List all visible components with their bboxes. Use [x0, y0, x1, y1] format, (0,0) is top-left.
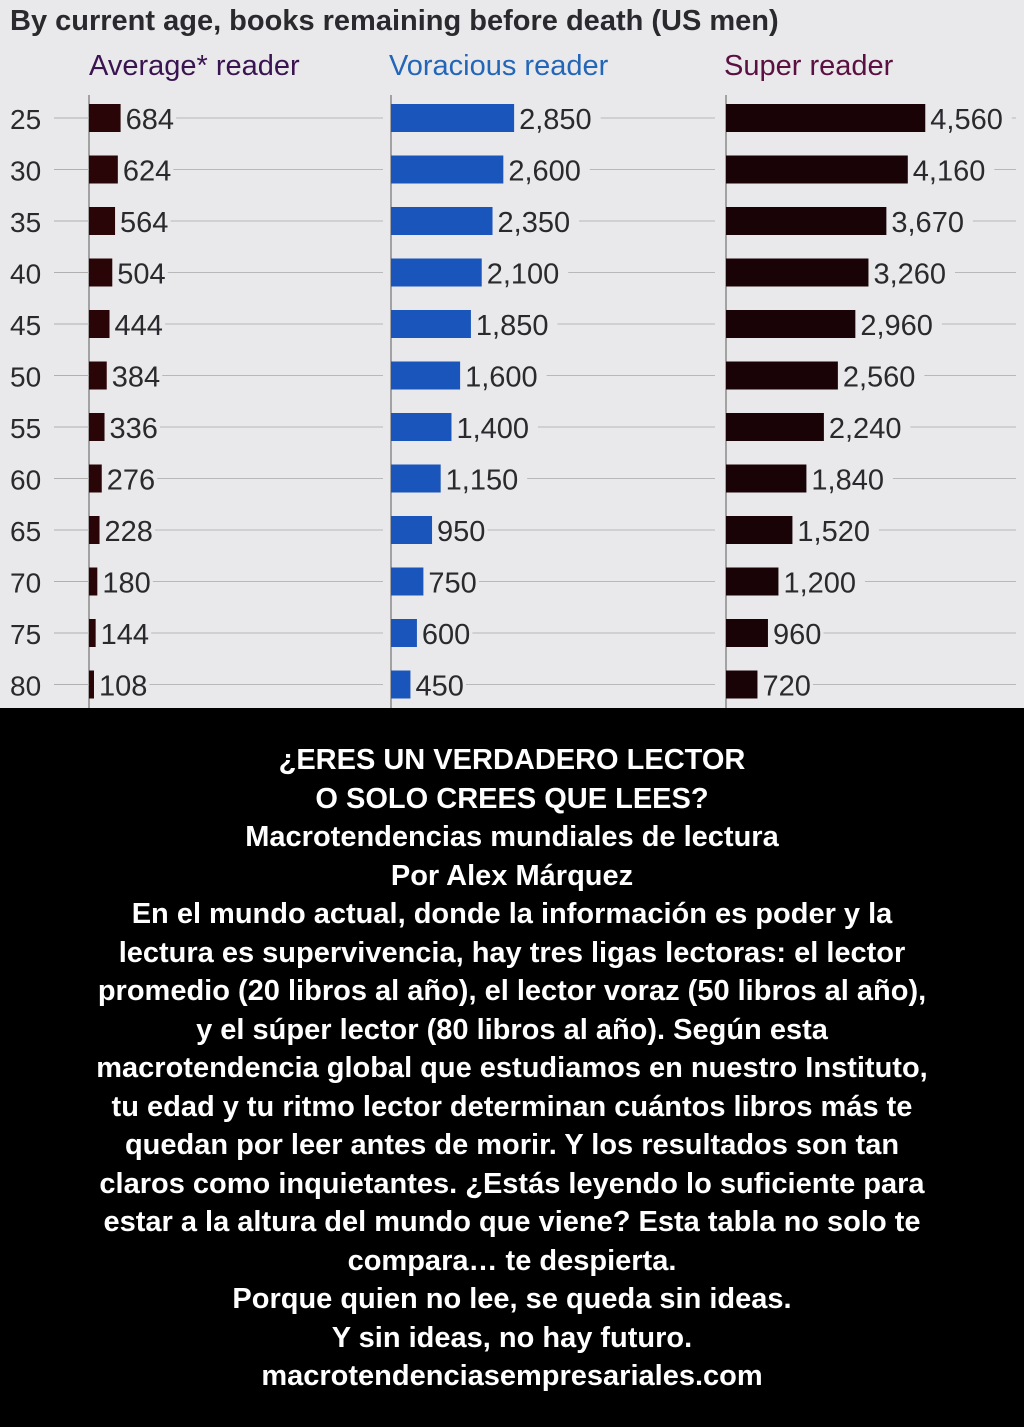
chart-area — [0, 0, 1024, 708]
bar-value-label: 600 — [421, 619, 471, 651]
bar-value-label: 180 — [102, 567, 151, 600]
bar-value-label: 276 — [106, 464, 156, 497]
bar-value-label: 1,840 — [811, 464, 884, 497]
bar — [726, 207, 886, 235]
bar — [726, 671, 757, 699]
bar — [89, 362, 107, 390]
bar-value-label: 564 — [120, 207, 169, 239]
bar — [726, 619, 768, 647]
bar — [726, 156, 908, 184]
bar-value-label: 684 — [125, 104, 174, 136]
bar-chart — [0, 0, 1024, 708]
bar-value-label: 4,160 — [912, 155, 986, 188]
age-tick-label: 50 — [10, 361, 42, 393]
bar — [391, 671, 410, 699]
bar-value-label: 1,200 — [783, 567, 857, 600]
bar-value-label: 1,400 — [456, 413, 530, 445]
bar — [391, 516, 432, 544]
bar — [726, 362, 838, 390]
bar-value-label: 960 — [772, 619, 822, 651]
age-tick-label: 80 — [10, 670, 42, 702]
bar-value-label: 1,150 — [445, 464, 519, 497]
caption-line: En el mundo actual, donde la información es poder y la — [131, 898, 893, 930]
bar — [391, 619, 417, 647]
bar-value-label: 2,560 — [842, 361, 916, 394]
bar — [391, 310, 471, 338]
bar — [726, 568, 778, 596]
caption-line: Por Alex Márquez — [390, 859, 634, 892]
caption-line: compara… te despierta. — [347, 1244, 677, 1277]
caption-line: Y sin ideas, no hay futuro. — [331, 1321, 693, 1354]
bar — [391, 465, 441, 493]
bar-value-label: 950 — [437, 516, 486, 548]
bar — [726, 413, 824, 441]
age-tick-label: 55 — [10, 413, 42, 444]
bar — [726, 310, 855, 338]
bar-value-label: 444 — [114, 310, 163, 342]
caption-line: y el súper lector (80 libros al año). Según esta — [196, 1013, 828, 1046]
bar — [391, 156, 503, 184]
age-tick-label: 60 — [10, 464, 42, 496]
bar — [391, 207, 493, 235]
bar-value-label: 2,600 — [508, 155, 581, 188]
bar — [89, 259, 112, 287]
bar-value-label: 750 — [428, 567, 477, 600]
age-tick-label: 45 — [10, 310, 42, 341]
caption-line: promedio (20 libros al año), el lector voraz (50 libros al año), — [97, 975, 927, 1007]
age-tick-label: 70 — [10, 567, 42, 599]
age-tick-label: 40 — [10, 258, 42, 290]
bar-value-label: 504 — [117, 258, 166, 291]
caption-line: Macrotendencias mundiales de lectura — [245, 821, 779, 853]
bar — [89, 310, 110, 338]
bar — [726, 104, 925, 132]
series-header: Super reader — [724, 50, 894, 82]
bar-value-label: 108 — [98, 670, 148, 703]
bar — [89, 516, 100, 544]
bar-value-label: 2,100 — [486, 258, 560, 291]
bar — [89, 619, 96, 647]
bar-value-label: 1,600 — [465, 361, 538, 394]
series-header: Voracious reader — [389, 50, 609, 82]
bar-value-label: 228 — [104, 516, 153, 548]
bar-value-label: 624 — [122, 155, 172, 188]
age-tick-label: 30 — [10, 155, 42, 187]
age-tick-label: 25 — [10, 104, 42, 135]
bar-value-label: 1,520 — [797, 516, 871, 548]
chart-title: By current age, books remaining before death (US men) — [10, 5, 779, 37]
bar-value-label: 144 — [100, 619, 150, 651]
bar — [89, 671, 94, 699]
bar-value-label: 2,350 — [497, 207, 571, 239]
bar — [391, 259, 482, 287]
caption-line: O SOLO CREES QUE LEES? — [315, 782, 709, 815]
age-tick-label: 65 — [10, 516, 42, 547]
bar-value-label: 3,260 — [873, 258, 947, 291]
series-header: Average* reader — [89, 50, 300, 82]
caption-text-block — [0, 708, 1024, 1427]
bar — [726, 465, 806, 493]
caption-line: tu edad y tu ritmo lector determinan cuántos libros más te — [111, 1090, 913, 1123]
bar-value-label: 720 — [762, 670, 811, 703]
bar-value-label: 450 — [415, 670, 464, 703]
bar — [726, 516, 792, 544]
bar-value-label: 384 — [111, 361, 161, 394]
bar-value-label: 2,850 — [519, 104, 592, 136]
caption-line: macrotendenciasempresariales.com — [261, 1360, 763, 1392]
bar — [391, 413, 451, 441]
caption-line: lectura es supervivencia, hay tres ligas lectoras: el lector — [118, 936, 906, 969]
bar — [391, 362, 460, 390]
bar-value-label: 1,850 — [475, 310, 549, 342]
caption-line: claros como inquietantes. ¿Estás leyendo lo suficiente para — [99, 1167, 925, 1200]
bar-value-label: 2,240 — [828, 413, 902, 445]
age-tick-label: 75 — [10, 619, 42, 650]
bar — [89, 568, 97, 596]
bar — [89, 413, 105, 441]
bar — [391, 104, 514, 132]
bar — [89, 465, 102, 493]
age-tick-label: 35 — [10, 207, 42, 238]
bar — [89, 104, 121, 132]
bar — [89, 156, 118, 184]
bar — [89, 207, 115, 235]
bar — [726, 259, 868, 287]
caption-line: Porque quien no lee, se queda sin ideas. — [232, 1283, 792, 1315]
caption-line: macrotendencia global que estudiamos en nuestro Instituto, — [96, 1052, 928, 1084]
caption-line: estar a la altura del mundo que viene? Esta tabla no solo te — [103, 1206, 921, 1238]
bar-value-label: 3,670 — [891, 207, 964, 239]
bar-value-label: 2,960 — [860, 310, 933, 342]
bar-value-label: 336 — [109, 413, 158, 445]
caption-line: ¿ERES UN VERDADERO LECTOR — [278, 744, 746, 776]
bar — [391, 568, 423, 596]
bar-value-label: 4,560 — [930, 104, 1003, 136]
caption-line: quedan por leer antes de morir. Y los resultados son tan — [124, 1129, 900, 1161]
